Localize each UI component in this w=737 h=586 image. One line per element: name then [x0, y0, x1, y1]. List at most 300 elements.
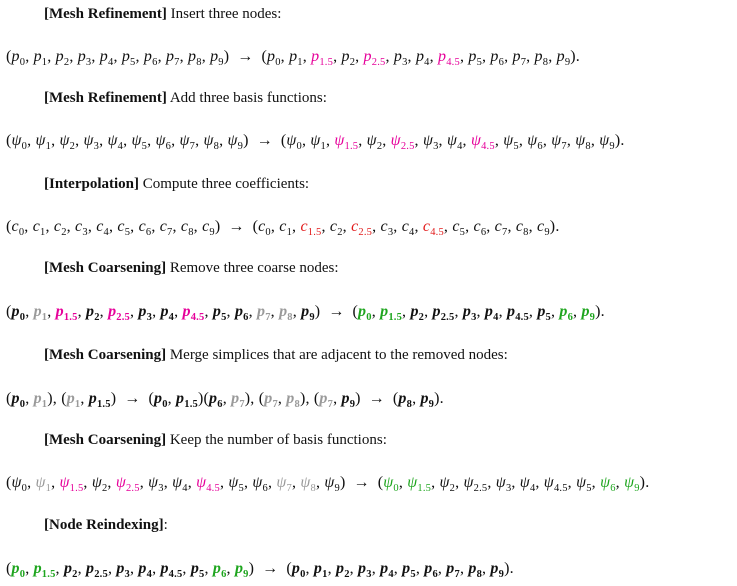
comma: ,: [69, 48, 78, 65]
comma: ,: [542, 132, 552, 149]
math-symbol: $p_4$: [380, 560, 394, 580]
paren: (: [6, 560, 12, 577]
comma: ,: [25, 560, 34, 577]
math-symbol: $p_0$: [291, 560, 306, 580]
math-symbol: $\psi_5$: [503, 132, 519, 152]
math-symbol: $\psi_{1.5}$: [407, 474, 432, 494]
paren: ): [248, 560, 255, 577]
comma: ,: [130, 303, 139, 320]
math-symbol: $\psi_{2.5}$: [115, 474, 140, 494]
paren: (: [203, 390, 210, 407]
comma: ,: [250, 390, 259, 407]
math-symbol: $c_2$: [53, 218, 67, 238]
math-symbol: $p_4$: [138, 560, 153, 580]
math-symbol: $p_3$: [393, 48, 408, 68]
math-symbol: $\psi_5$: [228, 474, 244, 494]
math-symbol: $p_9$: [210, 48, 224, 68]
math-symbol: $\psi_3$: [148, 474, 164, 494]
math-symbol: $\psi_{2.5}$: [463, 474, 488, 494]
arrow: →: [124, 390, 141, 407]
comma: ,: [204, 303, 213, 320]
comma: ,: [494, 132, 504, 149]
comma: ,: [179, 48, 189, 65]
paren: ): [47, 390, 53, 407]
math-symbol: $p_{1.5}$: [311, 48, 334, 68]
paren: (: [6, 48, 12, 65]
paren: (: [252, 218, 259, 235]
math-symbol: $\psi_{2.5}$: [390, 132, 415, 152]
comma: ,: [51, 474, 60, 491]
comma: ,: [407, 48, 416, 65]
comma: ,: [414, 132, 423, 149]
comma: ,: [27, 132, 36, 149]
comma: ,: [52, 390, 62, 407]
paren: ): [110, 390, 117, 407]
paren: (: [261, 48, 268, 65]
paren: ): [197, 390, 204, 407]
comma: ,: [151, 218, 160, 235]
period: .: [555, 218, 560, 235]
paren: (: [258, 390, 265, 407]
math-symbol: $p_1$: [289, 48, 303, 68]
math-symbol: $\psi_{1.5}$: [59, 474, 84, 494]
comma: ,: [174, 303, 183, 320]
comma: ,: [325, 132, 335, 149]
comma: ,: [219, 474, 229, 491]
comma: ,: [393, 560, 403, 577]
comma: ,: [163, 474, 173, 491]
math-symbol: $p_2$: [335, 560, 350, 580]
comma: ,: [385, 48, 394, 65]
equation-coefficients: [6, 218, 560, 236]
math-symbol: $p_2$: [341, 48, 356, 68]
math-symbol: $p_3$: [462, 303, 477, 323]
comma: ,: [349, 560, 359, 577]
math-symbol: $p_8$: [468, 560, 483, 580]
period: .: [575, 48, 580, 65]
math-symbol: $p_{4.5}$: [438, 48, 460, 68]
math-symbol: $c_{4.5}$: [422, 218, 444, 238]
math-symbol: $\psi_{4.5}$: [543, 474, 568, 494]
comma: ,: [371, 560, 381, 577]
comma: ,: [139, 474, 149, 491]
math-symbol: $p_0$: [11, 560, 26, 580]
paren: (: [286, 560, 292, 577]
period: .: [439, 390, 444, 407]
arrow: →: [368, 390, 385, 407]
math-symbol: $p_{1.5}$: [33, 560, 56, 580]
comma: ,: [518, 132, 528, 149]
comma: ,: [487, 474, 496, 491]
math-symbol: $c_{2.5}$: [351, 218, 373, 238]
math-symbol: $\psi_{1.5}$: [334, 132, 359, 152]
comma: ,: [371, 303, 381, 320]
paren: (: [6, 218, 12, 235]
comma: ,: [75, 132, 84, 149]
math-symbol: $p_8$: [398, 390, 413, 410]
math-symbol: $\psi_8$: [203, 132, 220, 152]
arrow: →: [353, 474, 370, 491]
comma: ,: [355, 48, 364, 65]
paren: (: [313, 390, 320, 407]
paren: ): [570, 48, 576, 65]
math-symbol: $c_7$: [494, 218, 508, 238]
math-symbol: $\psi_{4.5}$: [470, 132, 495, 152]
math-symbol: $\psi_3$: [495, 474, 512, 494]
paren: ): [434, 390, 440, 407]
math-symbol: $p_0$: [358, 303, 372, 323]
math-symbol: $p_2$: [55, 48, 70, 68]
math-symbol: $\psi_7$: [551, 132, 567, 152]
paren: (: [6, 390, 12, 407]
heading-text: :: [163, 517, 168, 533]
comma: ,: [566, 132, 576, 149]
math-symbol: $\psi_9$: [227, 132, 244, 152]
paren: (: [61, 390, 67, 407]
math-symbol: $\psi_7$: [276, 474, 292, 494]
math-symbol: $c_3$: [380, 218, 394, 238]
math-symbol: $p_{1.5}$: [55, 303, 78, 323]
math-symbol: $p_9$: [301, 303, 315, 323]
math-symbol: $\psi_{4.5}$: [196, 474, 220, 494]
math-symbol: $p_8$: [286, 390, 300, 410]
math-symbol: $c_1$: [279, 218, 293, 238]
math-symbol: $p_7$: [231, 390, 245, 410]
comma: ,: [123, 132, 132, 149]
math-symbol: $\psi_4$: [519, 474, 536, 494]
math-symbol: $p_{2.5}$: [108, 303, 130, 323]
comma: ,: [167, 390, 177, 407]
comma: ,: [45, 218, 54, 235]
math-symbol: $p_1$: [313, 560, 328, 580]
comma: ,: [528, 218, 538, 235]
math-symbol: $\psi_1$: [310, 132, 326, 152]
heading-label: [Mesh Refinement]: [44, 90, 167, 106]
paren: (: [6, 303, 12, 320]
comma: ,: [412, 390, 421, 407]
comma: ,: [113, 48, 122, 65]
math-symbol: $\psi_0$: [11, 474, 28, 494]
comma: ,: [195, 132, 204, 149]
comma: ,: [172, 218, 181, 235]
comma: ,: [462, 132, 471, 149]
math-symbol: $p_9$: [556, 48, 571, 68]
comma: ,: [107, 560, 117, 577]
heading-label: [Interpolation]: [44, 176, 139, 192]
math-symbol: $p_6$: [209, 390, 223, 410]
math-symbol: $p_6$: [143, 48, 158, 68]
paren: ): [314, 303, 321, 320]
math-symbol: $p_6$: [424, 560, 438, 580]
math-symbol: $\psi_6$: [155, 132, 172, 152]
math-symbol: $p_3$: [77, 48, 92, 68]
arrow: →: [328, 303, 345, 320]
paren: (: [392, 390, 399, 407]
math-symbol: $p_0$: [11, 390, 26, 410]
comma: ,: [91, 48, 100, 65]
math-symbol: $p_3$: [138, 303, 153, 323]
paren: ): [339, 474, 346, 491]
math-symbol: $\psi_5$: [576, 474, 592, 494]
comma: ,: [130, 560, 139, 577]
math-symbol: $\psi_8$: [300, 474, 316, 494]
comma: ,: [498, 303, 507, 320]
math-symbol: $\psi_0$: [383, 474, 399, 494]
paren: (: [148, 390, 154, 407]
math-symbol: $p_5$: [121, 48, 136, 68]
math-symbol: $c_6$: [473, 218, 487, 238]
comma: ,: [615, 474, 625, 491]
comma: ,: [171, 132, 180, 149]
math-symbol: $p_{1.5}$: [380, 303, 403, 323]
math-symbol: $p_0$: [267, 48, 281, 68]
paren: ): [549, 218, 556, 235]
heading-label: [Mesh Coarsening]: [44, 347, 167, 363]
comma: ,: [226, 560, 235, 577]
comma: ,: [535, 474, 544, 491]
comma: ,: [315, 474, 325, 491]
comma: ,: [291, 474, 301, 491]
comma: ,: [292, 303, 302, 320]
math-symbol: $p_9$: [490, 560, 505, 580]
math-symbol: $c_9$: [202, 218, 215, 238]
math-symbol: $\psi_7$: [179, 132, 196, 152]
comma: ,: [414, 218, 423, 235]
math-symbol: $\psi_6$: [600, 474, 616, 494]
math-symbol: $c_6$: [138, 218, 152, 238]
comma: ,: [193, 218, 203, 235]
comma: ,: [372, 218, 381, 235]
heading-label: [Mesh Coarsening]: [44, 260, 167, 276]
math-symbol: $p_1$: [33, 48, 48, 68]
paren: (: [352, 303, 359, 320]
comma: ,: [528, 303, 538, 320]
equation-add-basis-functions: [6, 132, 625, 150]
comma: ,: [187, 474, 197, 491]
math-symbol: $\psi_4$: [446, 132, 463, 152]
comma: ,: [504, 48, 513, 65]
comma: ,: [152, 560, 161, 577]
math-symbol: $c_2$: [329, 218, 343, 238]
paren: ): [244, 390, 251, 407]
paren: ): [299, 390, 306, 407]
comma: ,: [327, 560, 336, 577]
comma: ,: [415, 560, 425, 577]
comma: ,: [482, 560, 491, 577]
heading-mesh-coarsening-keep: [44, 432, 387, 449]
comma: ,: [382, 132, 391, 149]
math-symbol: $p_{4.5}$: [506, 303, 529, 323]
math-symbol: $p_{4.5}$: [182, 303, 205, 323]
heading-mesh-coarsening-remove: [44, 260, 339, 277]
comma: ,: [87, 218, 97, 235]
heading-text: Keep the number of basis functions:: [166, 432, 387, 448]
math-symbol: $p_0$: [153, 390, 168, 410]
comma: ,: [302, 48, 312, 65]
paren: ): [614, 132, 621, 149]
math-symbol: $\psi_2$: [91, 474, 108, 494]
math-symbol: $\psi_6$: [252, 474, 268, 494]
paren: (: [280, 132, 287, 149]
comma: ,: [83, 474, 92, 491]
math-symbol: $p_9$: [341, 390, 356, 410]
comma: ,: [24, 218, 33, 235]
heading-label: [Node Reindexing]: [44, 517, 164, 533]
comma: ,: [25, 303, 34, 320]
comma: ,: [321, 218, 330, 235]
math-symbol: $p_{4.5}$: [160, 560, 183, 580]
heading-mesh-refinement-basis: [44, 90, 327, 107]
paren: ): [243, 132, 249, 149]
comma: ,: [99, 303, 109, 320]
comma: ,: [280, 48, 290, 65]
equation-reindex-nodes: [6, 560, 514, 578]
comma: ,: [398, 474, 408, 491]
math-symbol: $p_5$: [468, 48, 483, 68]
comma: ,: [437, 560, 447, 577]
comma: ,: [438, 132, 447, 149]
math-symbol: $c_4$: [96, 218, 109, 238]
math-symbol: $p_1$: [66, 390, 81, 410]
comma: ,: [550, 303, 560, 320]
comma: ,: [152, 303, 161, 320]
math-symbol: $p_{2.5}$: [432, 303, 455, 323]
math-symbol: $c_9$: [537, 218, 550, 238]
comma: ,: [443, 218, 453, 235]
comma: ,: [431, 474, 440, 491]
comma: ,: [393, 218, 402, 235]
paren: ): [639, 474, 646, 491]
comma: ,: [51, 132, 60, 149]
math-symbol: $p_7$: [257, 303, 271, 323]
math-symbol: $\psi_4$: [172, 474, 188, 494]
math-symbol: $\psi_0$: [11, 132, 28, 152]
comma: ,: [402, 303, 411, 320]
comma: ,: [270, 303, 280, 320]
math-symbol: $p_2$: [63, 560, 78, 580]
comma: ,: [455, 474, 464, 491]
comma: ,: [424, 303, 433, 320]
heading-mesh-refinement-insert: [44, 6, 281, 23]
math-symbol: $\psi_2$: [439, 474, 456, 494]
comma: ,: [99, 132, 108, 149]
math-symbol: $c_8$: [180, 218, 194, 238]
math-symbol: $p_2$: [410, 303, 425, 323]
math-symbol: $\psi_8$: [575, 132, 591, 152]
comma: ,: [591, 474, 601, 491]
math-symbol: $p_4$: [99, 48, 114, 68]
comma: ,: [590, 132, 600, 149]
math-symbol: $\psi_9$: [624, 474, 640, 494]
period: .: [620, 132, 625, 149]
comma: ,: [157, 48, 166, 65]
comma: ,: [27, 474, 36, 491]
math-symbol: $p_4$: [484, 303, 499, 323]
math-symbol: $c_0$: [258, 218, 271, 238]
arrow: →: [228, 218, 245, 235]
math-symbol: $\psi_1$: [35, 474, 52, 494]
math-symbol: $p_1$: [33, 390, 48, 410]
comma: ,: [135, 48, 144, 65]
paren: (: [6, 132, 12, 149]
math-symbol: $p_5$: [402, 560, 416, 580]
comma: ,: [358, 132, 367, 149]
comma: ,: [219, 132, 228, 149]
comma: ,: [55, 560, 64, 577]
period: .: [645, 474, 650, 491]
math-symbol: $p_8$: [534, 48, 549, 68]
comma: ,: [333, 48, 342, 65]
math-symbol: $p_5$: [212, 303, 227, 323]
comma: ,: [305, 390, 314, 407]
math-symbol: $c_8$: [515, 218, 529, 238]
comma: ,: [454, 303, 463, 320]
math-symbol: $\psi_9$: [599, 132, 615, 152]
math-symbol: $\psi_0$: [286, 132, 302, 152]
math-symbol: $p_{2.5}$: [363, 48, 386, 68]
period: .: [509, 560, 514, 577]
paren: ): [355, 390, 361, 407]
comma: ,: [182, 560, 191, 577]
comma: ,: [243, 474, 253, 491]
paren: ): [214, 218, 221, 235]
math-symbol: $c_0$: [11, 218, 25, 238]
math-symbol: $p_6$: [559, 303, 574, 323]
math-symbol: $\psi_4$: [107, 132, 124, 152]
equation-remove-nodes: [6, 303, 605, 321]
math-symbol: $\psi_2$: [59, 132, 76, 152]
comma: ,: [567, 474, 577, 491]
math-symbol: $c_1$: [32, 218, 46, 238]
paren: ): [223, 48, 230, 65]
math-symbol: $p_{1.5}$: [88, 390, 111, 410]
heading-text: Merge simplices that are adjacent to the removed nodes:: [166, 347, 508, 363]
math-symbol: $\psi_6$: [527, 132, 543, 152]
math-symbol: $p_7$: [264, 390, 278, 410]
comma: ,: [25, 390, 34, 407]
heading-text: Add three basis functions:: [166, 90, 327, 106]
math-symbol: $p_6$: [234, 303, 249, 323]
math-symbol: $p_8$: [188, 48, 202, 68]
math-symbol: $p_6$: [212, 560, 227, 580]
comma: ,: [201, 48, 211, 65]
comma: ,: [226, 303, 235, 320]
comma: ,: [482, 48, 491, 65]
comma: ,: [80, 390, 89, 407]
math-symbol: $p_0$: [11, 48, 26, 68]
math-symbol: $p_9$: [581, 303, 596, 323]
comma: ,: [333, 390, 342, 407]
math-symbol: $c_5$: [452, 218, 466, 238]
math-symbol: $c_{1.5}$: [300, 218, 322, 238]
comma: ,: [507, 218, 516, 235]
comma: ,: [108, 218, 118, 235]
math-symbol: $p_1$: [33, 303, 48, 323]
comma: ,: [270, 218, 280, 235]
comma: ,: [267, 474, 277, 491]
math-symbol: $c_3$: [75, 218, 88, 238]
arrow: →: [256, 132, 273, 149]
math-symbol: $\psi_5$: [131, 132, 148, 152]
arrow: →: [237, 48, 254, 65]
math-symbol: $p_7$: [512, 48, 527, 68]
comma: ,: [77, 303, 86, 320]
comma: ,: [459, 560, 469, 577]
comma: ,: [47, 303, 56, 320]
math-symbol: $p_7$: [319, 390, 334, 410]
math-symbol: $p_4$: [415, 48, 430, 68]
math-symbol: $c_7$: [159, 218, 173, 238]
